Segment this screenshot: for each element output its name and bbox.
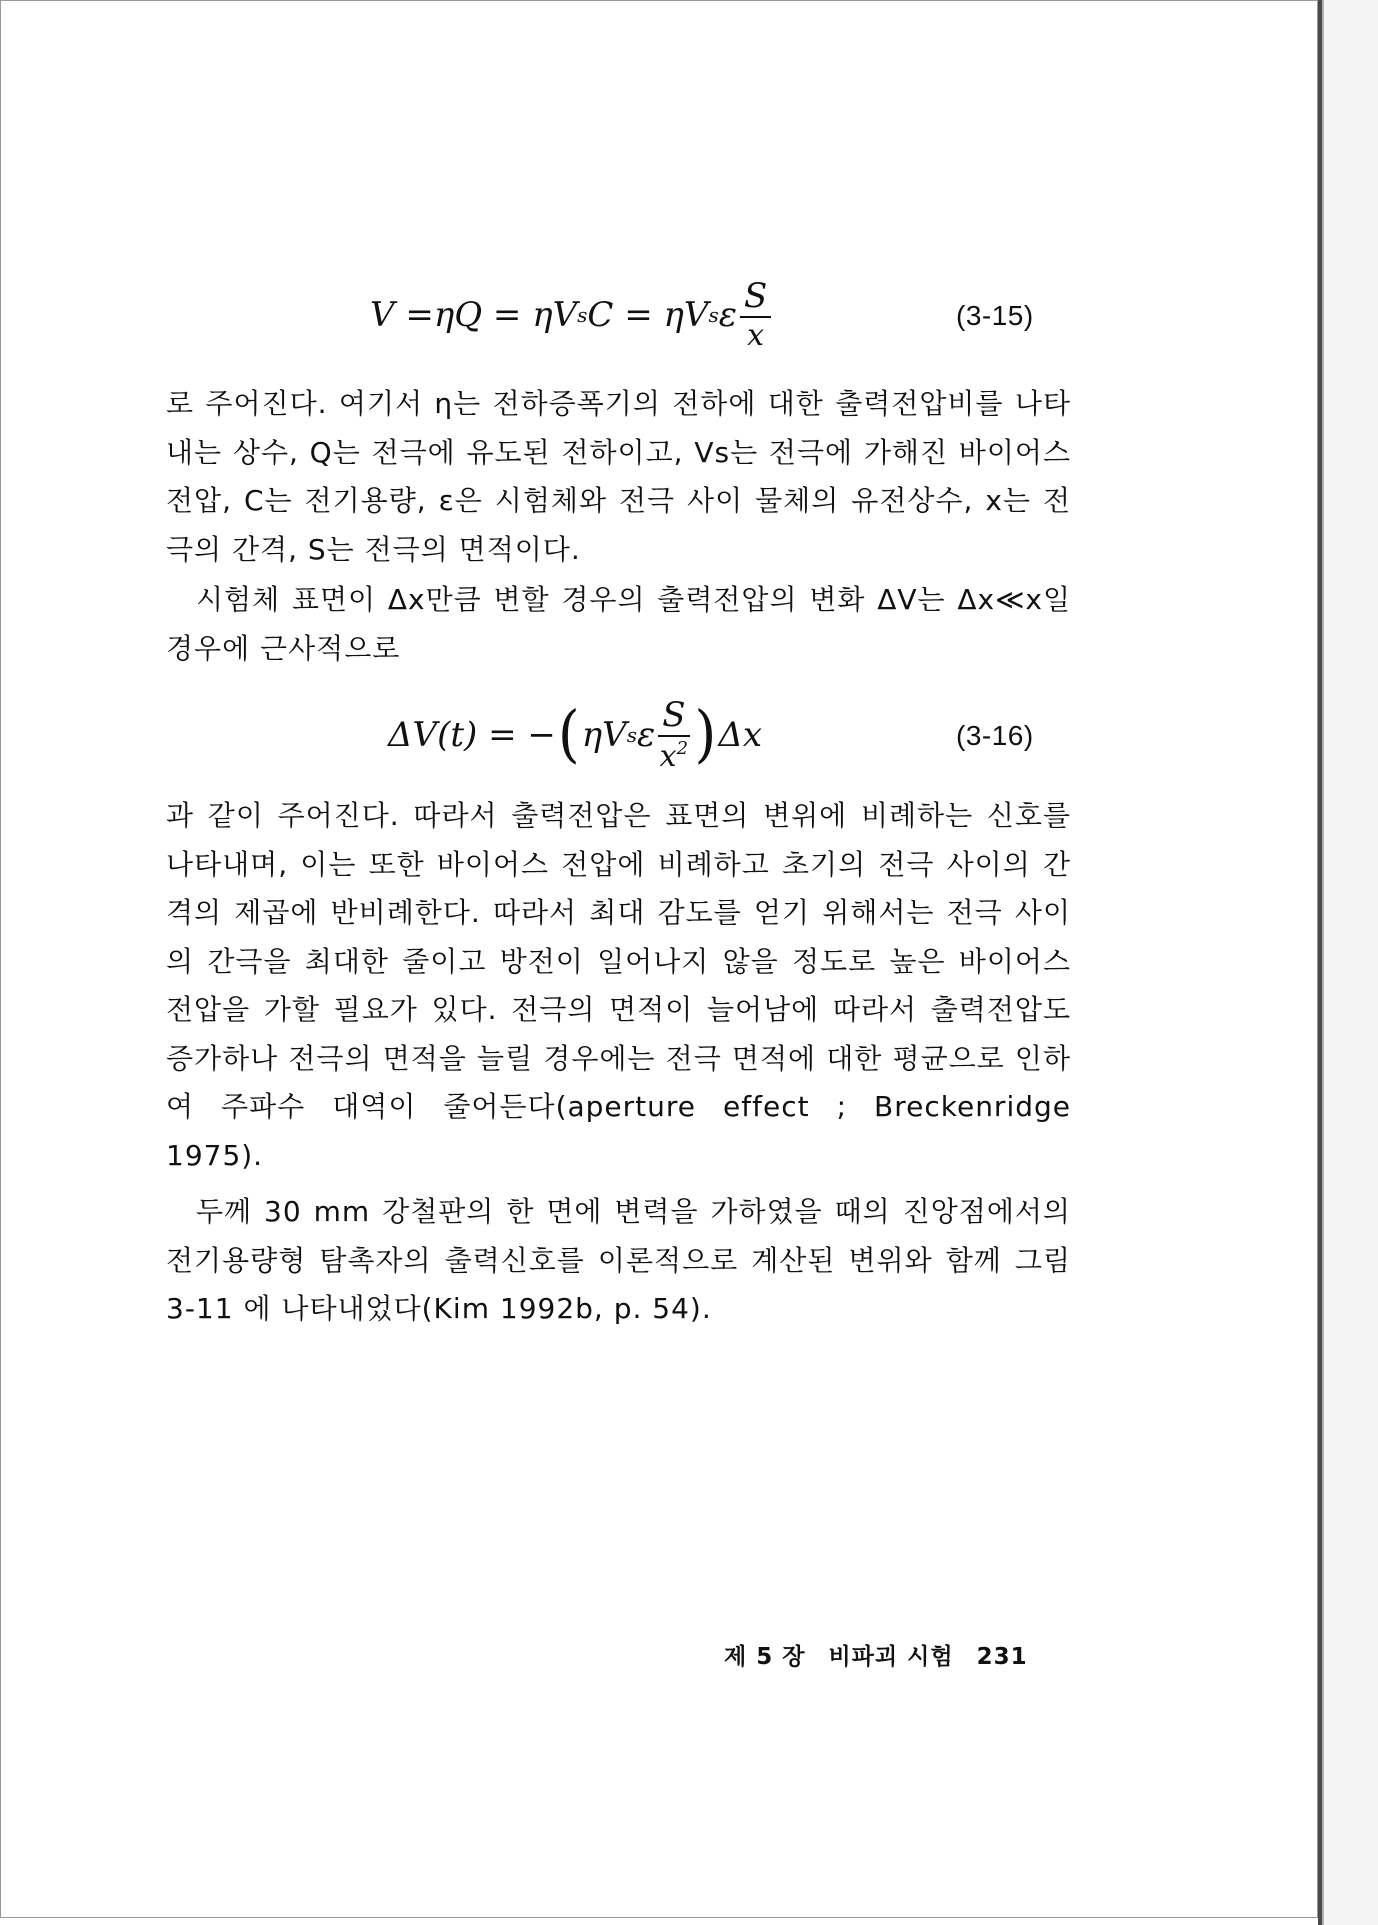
equation-3-15-body [370, 270, 774, 360]
eq-3-16-part1: ηV [581, 715, 627, 755]
right-paren: ) [694, 698, 717, 771]
paragraph-4 [166, 1188, 1071, 1334]
equation-3-15 [370, 270, 1070, 360]
eq-3-15-part1: ηQ = ηV [433, 295, 578, 335]
eq-3-15-part2: C = ηV [587, 295, 709, 335]
footer-title: 비파괴 시험 [828, 1644, 954, 1670]
eq-3-16-part2: ε [636, 715, 656, 755]
eq-3-16-denominator [660, 737, 688, 772]
eq-3-15-part3: ε [718, 295, 737, 335]
paragraph-2-text: 시험체 표면이 Δx만큼 변할 경우의 출력전압의 변화 ΔV는 Δx≪x일 경우에 근사적으로 [166, 583, 1071, 665]
equation-number-3-15: (3-15) [956, 300, 1034, 331]
eq-3-15-denominator: x [747, 318, 765, 353]
paragraph-4-text: 두께 30 mm 강철판의 한 면에 변력을 가하였을 때의 진앙점에서의 전기용량형 탐촉자의 출력신호를 이론적으로 계산된 변위와 함께 그림 3-11 에 나타내었다(Kim 1992b, p. 54). [166, 1195, 1071, 1325]
background-margin [1324, 0, 1378, 1925]
eq-3-15-sub1: s [577, 303, 588, 327]
equation-3-16-body [388, 690, 762, 780]
equation-3-16 [388, 690, 1070, 780]
eq-3-16-sub1: s [626, 723, 637, 747]
left-paren: ( [557, 698, 580, 771]
eq-3-15-lhs: V = [370, 295, 434, 335]
eq-3-16-after: Δx [718, 715, 763, 755]
eq-3-15-sub2: s [708, 303, 719, 327]
footer-chapter: 제 5 장 [724, 1644, 806, 1670]
page-number: 231 [976, 1644, 1028, 1670]
eq-3-16-numerator: S [658, 698, 689, 737]
paragraph-3: 과 같이 주어진다. 따라서 출력전압은 표면의 변위에 비례하는 신호를 나타내며, 이는 또한 바이어스 전압에 비례하고 초기의 전극 사이의 간격의 제곱에 반비례한다. 따라서 최대 감도를 얻기 위해서는 전극 사이의 간극을 최대한 줄이고 방전이 일어나지 않을 정도로 높은 바이어스 전압을 가할 필요가 있다. 전극의 면적이 늘어남에 따라서 출력전압도 증가하나 전극의 면적을 늘릴 경우에는 전극 면적에 대한 평균으로 인하여 주파수 대역이 줄어든다(aperture effect ; Breckenridge 1975). [166, 799, 1071, 1172]
eq-3-16-exponent: 2 [676, 738, 689, 759]
page-footer [724, 1638, 1042, 1671]
equation-number-3-16: (3-16) [956, 720, 1034, 751]
eq-3-16-lhs: ΔV(t) = − [388, 715, 556, 755]
eq-3-16-fraction [658, 695, 689, 774]
eq-3-15-numerator: S [740, 279, 771, 318]
paragraph-1: 로 주어진다. 여기서 η는 전하증폭기의 전하에 대한 출력전압비를 나타내는 상수, Q는 전극에 유도된 전하이고, Vs는 전극에 가해진 바이어스 전압, C는 전기용량, ε은 시험체와 전극 사이 물체의 유전상수, x는 전극의 간격, S는 전극의 면적이다. [166, 387, 1071, 566]
paragraph-2 [166, 576, 1071, 673]
eq-3-16-denominator-base: x [659, 739, 677, 774]
eq-3-15-fraction [740, 276, 771, 353]
